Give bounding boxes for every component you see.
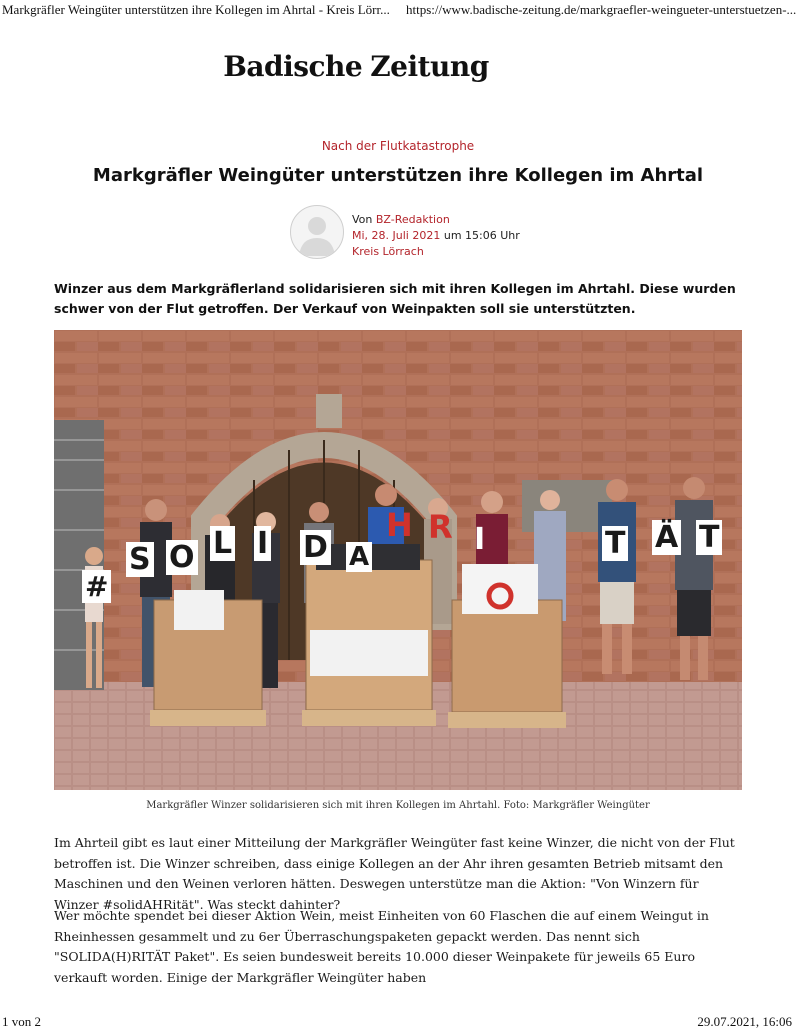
sign-letter: # [82, 570, 111, 603]
photo-illustration [54, 330, 742, 790]
print-header [0, 0, 796, 20]
photo-caption: Markgräfler Winzer solidarisieren sich mit ihren Kollegen im Ahrtahl. Foto: Markgräfler Weingüter [146, 800, 650, 811]
person-placeholder-icon [291, 206, 343, 258]
sign-letter: A [346, 542, 372, 572]
body-paragraph: Wer möchte spendet bei dieser Aktion Wein, meist Einheiten von 60 Flaschen die auf einem Weingut in Rheinhessen gesammelt und zu 6er Überraschungspaketen gepackt werden. Das nennt sich "SOLIDA(H)RITÄT Paket". Es seien bundesweit bereits 10.000 dieser Weinpakete für jeweils 65 Euro verkauft worden. Einige der Markgräfler Weingüter haben [54, 908, 709, 985]
author-link[interactable]: BZ-Redaktion [375, 213, 450, 226]
wine-box-stack-left [150, 590, 266, 726]
print-page-title: Markgräfler Weingüter unterstützen ihre Kollegen im Ahrtal - Kreis Lörr... [2, 2, 390, 17]
print-footer [0, 1012, 796, 1030]
sign-letter: I [474, 522, 486, 557]
region-link[interactable]: Kreis Lörrach [352, 245, 424, 258]
article-photo[interactable] [54, 330, 742, 790]
sign-letter: D [300, 530, 331, 565]
article-kicker: Nach der Flutkatastrophe [321, 139, 475, 153]
sign-letter: T [696, 520, 722, 555]
window-keystone [316, 394, 342, 428]
byline-prefix: Von [352, 213, 376, 226]
author-avatar [290, 205, 344, 259]
sign-letter: R [428, 508, 453, 546]
sign-letter: T [602, 526, 628, 561]
logo-word-left: Badische [223, 49, 363, 83]
sign-letter: Ä [652, 520, 681, 555]
sign-letter: H [386, 506, 413, 544]
publish-time: um 15:06 Uhr [440, 229, 520, 242]
logo-word-right: Zeitung [370, 49, 489, 83]
print-date: 29.07.2021, 16:06 [697, 1014, 792, 1029]
site-logo[interactable] [223, 46, 489, 86]
page-number: 1 von 2 [2, 1014, 41, 1029]
article-lead: Winzer aus dem Markgräflerland solidarisieren sich mit ihren Kollegen im Ahrtahl. Diese wurden schwer von der Flut getroffen. Der Verkauf von Weinpakten soll sie unterstützten. [54, 281, 736, 316]
print-page-url: https://www.badische-zeitung.de/markgraefler-weingueter-unterstuetzen-... [406, 2, 796, 17]
publish-date-link[interactable]: Mi, 28. Juli 2021 [352, 229, 441, 242]
sign-letter: I [254, 526, 271, 561]
sign-letter: S [126, 542, 154, 577]
sign-letter: L [210, 526, 235, 561]
body-paragraph: Im Ahrteil gibt es laut einer Mitteilung der Markgräfler Weingüter fast keine Winzer, die nicht von der Flut betroffen ist. Die Winzer schreiben, dass einige Kollegen an der Ahr ihren gesamten Betrieb mitsamt den Maschinen und den Weinen verloren hätten. Deswegen unterstütze man die Aktion: "Von Winzern für Winzer #solidAHRität". Was steckt dahinter? [54, 835, 735, 912]
article-headline: Markgräfler Weingüter unterstützen ihre Kollegen im Ahrtal [92, 165, 704, 186]
article-byline [352, 212, 520, 260]
sign-letter: O [166, 540, 198, 575]
